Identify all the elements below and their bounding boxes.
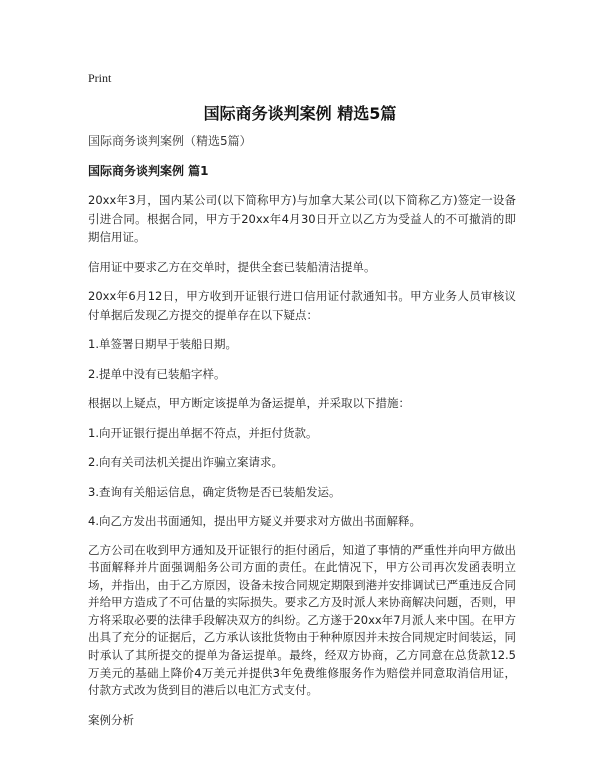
paragraph-measures-intro: 根据以上疑点，甲方断定该提单为备运提单，并采取以下措施：: [88, 396, 410, 410]
measure-item-4: 4.向乙方发出书面通知，提出甲方疑义并要求对方做出书面解释。: [88, 514, 421, 528]
document-body: [88, 133, 516, 740]
measure-item-2: 2.向有关司法机关提出诈骗立案请求。: [88, 455, 283, 469]
document-title: 国际商务谈判案例 精选5篇: [203, 104, 397, 123]
measure-item-1: 1.向开证银行提出单据不符点，并拒付货款。: [88, 425, 318, 440]
measure-item-3: 3.查询有关船运信息，确定货物是否已装船发运。: [88, 484, 341, 499]
paragraph-resolution: 乙方公司在收到甲方通知及开证银行的拒付函后，知道了事情的严重性并向甲方做出书面解释并片面强调船务公司方面的责任。在此情况下，甲方公司再次发函表明立场，并指出，由于乙方原因，设备未按合同规定期限到港并安排调试已严重违反合同并给甲方造成了不可估量的实际损失。要求乙方及时派人来协商解决问题，否则，甲方将采取必要的法律手段解决双方的纠纷。乙方遂于20xx年7月派人来中国。在甲方出具了充分的证据后，乙方承认该批货物由于种种原因并未按合同规定时间装运，同时承认了其所提交的提单为备运提单。最终，经双方协商，乙方同意在总货款12.5万美元的基础上降价4万美元并提供3年免费维修服务作为赔偿并同意取消信用证，付款方式改为货到目的港后以电汇方式支付。: [88, 542, 516, 698]
doubt-item-2: 2.提单中没有已装船字样。: [88, 366, 226, 381]
print-label: Print: [88, 71, 112, 85]
document-subtitle: 国际商务谈判案例（精选5篇）: [88, 134, 252, 148]
paragraph-payment-notice: 20xx年6月12日，甲方收到开证银行进口信用证付款通知书。甲方业务人员审核议付单据后发现乙方提交的提单存在以下疑点：: [88, 289, 516, 322]
paragraph-contract: 20xx年3月，国内某公司(以下简称甲方)与加拿大某公司(以下简称乙方)签定一设备引进合同。根据合同，甲方于20xx年4月30日开立以乙方为受益人的不可撤消的即期信用证。: [88, 193, 516, 244]
section-heading: 国际商务谈判案例 篇1: [88, 164, 209, 178]
case-analysis-heading: 案例分析: [88, 712, 134, 727]
doubt-item-1: 1.单签署日期早于装船日期。: [88, 337, 237, 351]
paragraph-lc-requirement: 信用证中要求乙方在交单时，提供全套已装船清洁提单。: [88, 259, 376, 274]
